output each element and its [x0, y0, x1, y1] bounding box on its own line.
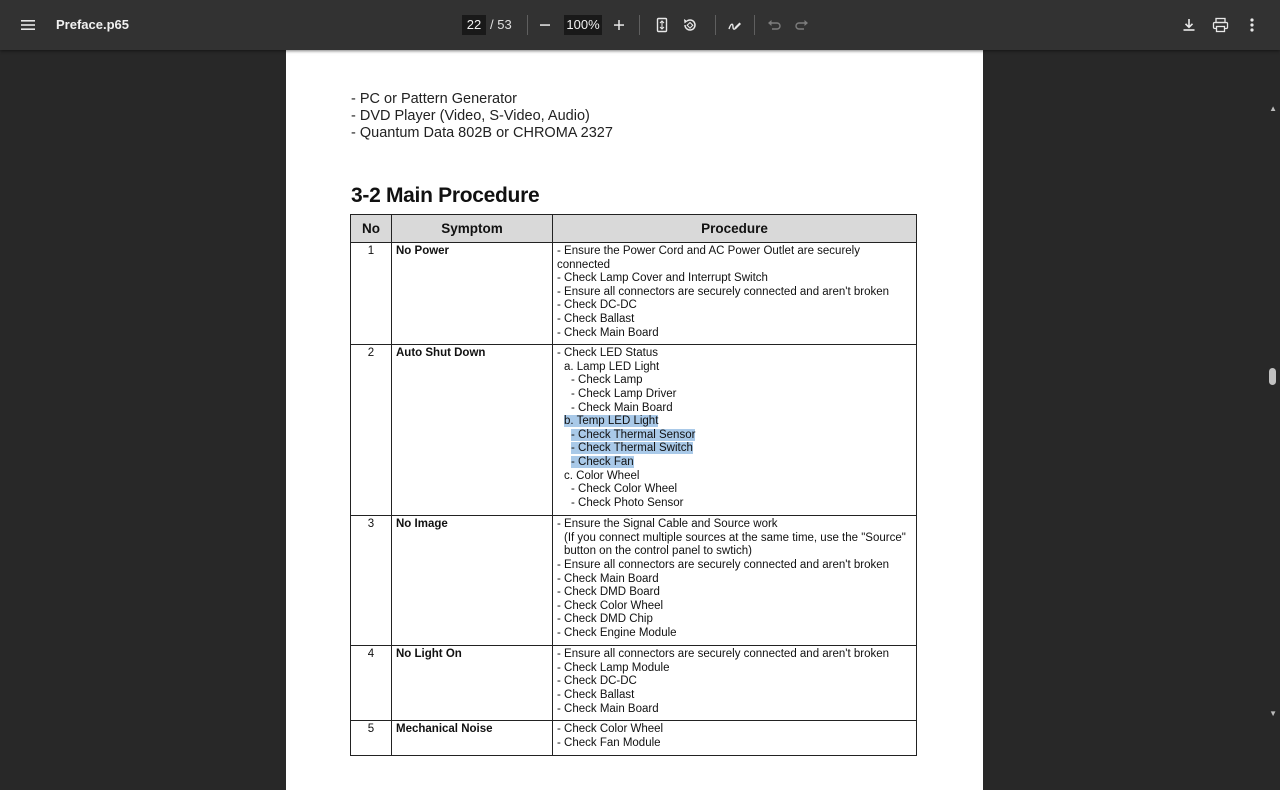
procedure-line: a. Lamp LED Light: [564, 360, 660, 373]
scroll-down-arrow-icon[interactable]: ▼: [1269, 709, 1277, 718]
pdf-page: [286, 30, 983, 790]
row-symptom: Mechanical Noise: [392, 721, 553, 756]
toolbar-divider: [527, 15, 528, 35]
more-vert-icon[interactable]: [1238, 11, 1266, 39]
row-number: 5: [351, 721, 392, 756]
procedure-line: - Check Fan Module: [557, 736, 661, 749]
row-number: 1: [351, 243, 392, 345]
header-symptom: Symptom: [392, 215, 553, 243]
highlighted-line[interactable]: - Check Thermal Sensor: [571, 428, 696, 441]
download-icon[interactable]: [1175, 11, 1203, 39]
procedure-line: - Check Color Wheel: [557, 599, 664, 612]
procedure-line: - Check Lamp Cover and Interrupt Switch: [557, 272, 768, 285]
fit-page-icon[interactable]: [648, 11, 676, 39]
row-symptom: No Image: [392, 516, 553, 646]
procedure-line: - Check Lamp Driver: [571, 387, 677, 400]
row-number: 3: [351, 516, 392, 646]
procedure-line: - Check DMD Board: [557, 586, 660, 599]
toolbar-divider: [715, 15, 716, 35]
row-number: 2: [351, 345, 392, 516]
procedure-line: - Ensure all connectors are securely connected and aren't broken: [557, 558, 890, 571]
row-procedure: [553, 516, 917, 646]
minus-icon[interactable]: [531, 11, 559, 39]
equipment-item: - PC or Pattern Generator: [351, 91, 518, 107]
procedure-line: - Ensure the Power Cord and AC Power Outlet are securely connected: [557, 245, 860, 271]
procedure-line: button on the control panel to swtich): [564, 545, 752, 558]
table-header-row: [351, 215, 917, 243]
procedure-line: c. Color Wheel: [564, 469, 640, 482]
procedure-line: - Check Main Board: [557, 572, 659, 585]
row-procedure: [553, 721, 917, 756]
table-row: [351, 646, 917, 721]
toolbar-divider: [639, 15, 640, 35]
procedure-line: - Ensure the Signal Cable and Source work: [557, 518, 778, 531]
table-row: [351, 345, 917, 516]
scroll-up-arrow-icon[interactable]: ▲: [1269, 104, 1277, 113]
row-symptom: No Light On: [392, 646, 553, 721]
scrollbar-thumb[interactable]: [1269, 368, 1276, 385]
row-procedure: [553, 345, 917, 516]
procedure-line: - Ensure all connectors are securely connected and aren't broken: [557, 285, 890, 298]
equipment-item: - Quantum Data 802B or CHROMA 2327: [351, 125, 613, 141]
procedure-line: - Check Engine Module: [557, 626, 677, 639]
row-number: 4: [351, 646, 392, 721]
row-symptom: Auto Shut Down: [392, 345, 553, 516]
pdf-toolbar: [0, 0, 1280, 50]
document-viewer[interactable]: [0, 50, 1280, 749]
procedure-line: - Check LED Status: [557, 347, 658, 360]
procedure-line: - Check DMD Chip: [557, 613, 653, 626]
zoom-level[interactable]: 100%: [564, 15, 602, 35]
row-symptom: No Power: [392, 243, 553, 345]
section-title: 3-2 Main Procedure: [351, 184, 540, 207]
procedure-line: - Ensure all connectors are securely connected and aren't broken: [557, 648, 890, 661]
highlighted-line[interactable]: b. Temp LED Light: [564, 415, 659, 428]
plus-icon[interactable]: [605, 11, 633, 39]
procedure-line: (If you connect multiple sources at the same time, use the "Source": [564, 531, 906, 544]
equipment-item: - DVD Player (Video, S-Video, Audio): [351, 108, 590, 124]
row-procedure: [553, 243, 917, 345]
procedure-line: - Check Lamp: [571, 374, 643, 387]
procedure-line: - Check Main Board: [557, 702, 659, 715]
table-row: [351, 243, 917, 345]
procedure-line: - Check Color Wheel: [557, 723, 664, 736]
row-procedure: [553, 646, 917, 721]
procedure-line: - Check Ballast: [557, 312, 635, 325]
highlighted-line[interactable]: - Check Fan: [571, 455, 634, 468]
procedure-line: - Check Color Wheel: [571, 483, 678, 496]
header-procedure: Procedure: [553, 215, 917, 243]
procedure-line: - Check Main Board: [557, 326, 659, 339]
rotate-icon[interactable]: [676, 11, 704, 39]
procedure-line: - Check Lamp Module: [557, 661, 670, 674]
toolbar-divider: [754, 15, 755, 35]
procedure-line: - Check DC-DC: [557, 299, 637, 312]
header-no: No: [351, 215, 392, 243]
highlighted-line[interactable]: - Check Thermal Switch: [571, 442, 693, 455]
procedure-line: - Check DC-DC: [557, 675, 637, 688]
hamburger-icon[interactable]: [14, 11, 42, 39]
procedure-table: [350, 214, 917, 756]
procedure-line: - Check Main Board: [571, 401, 673, 414]
table-row: [351, 721, 917, 756]
procedure-line: - Check Photo Sensor: [571, 496, 684, 509]
print-icon[interactable]: [1206, 11, 1234, 39]
page-number-input[interactable]: 22: [462, 15, 486, 35]
redo-icon[interactable]: [788, 11, 816, 39]
undo-icon[interactable]: [760, 11, 788, 39]
page-total: / 53: [490, 17, 512, 32]
document-title: Preface.p65: [56, 17, 129, 32]
table-row: [351, 516, 917, 646]
procedure-line: - Check Ballast: [557, 688, 635, 701]
pen-icon[interactable]: [721, 11, 749, 39]
